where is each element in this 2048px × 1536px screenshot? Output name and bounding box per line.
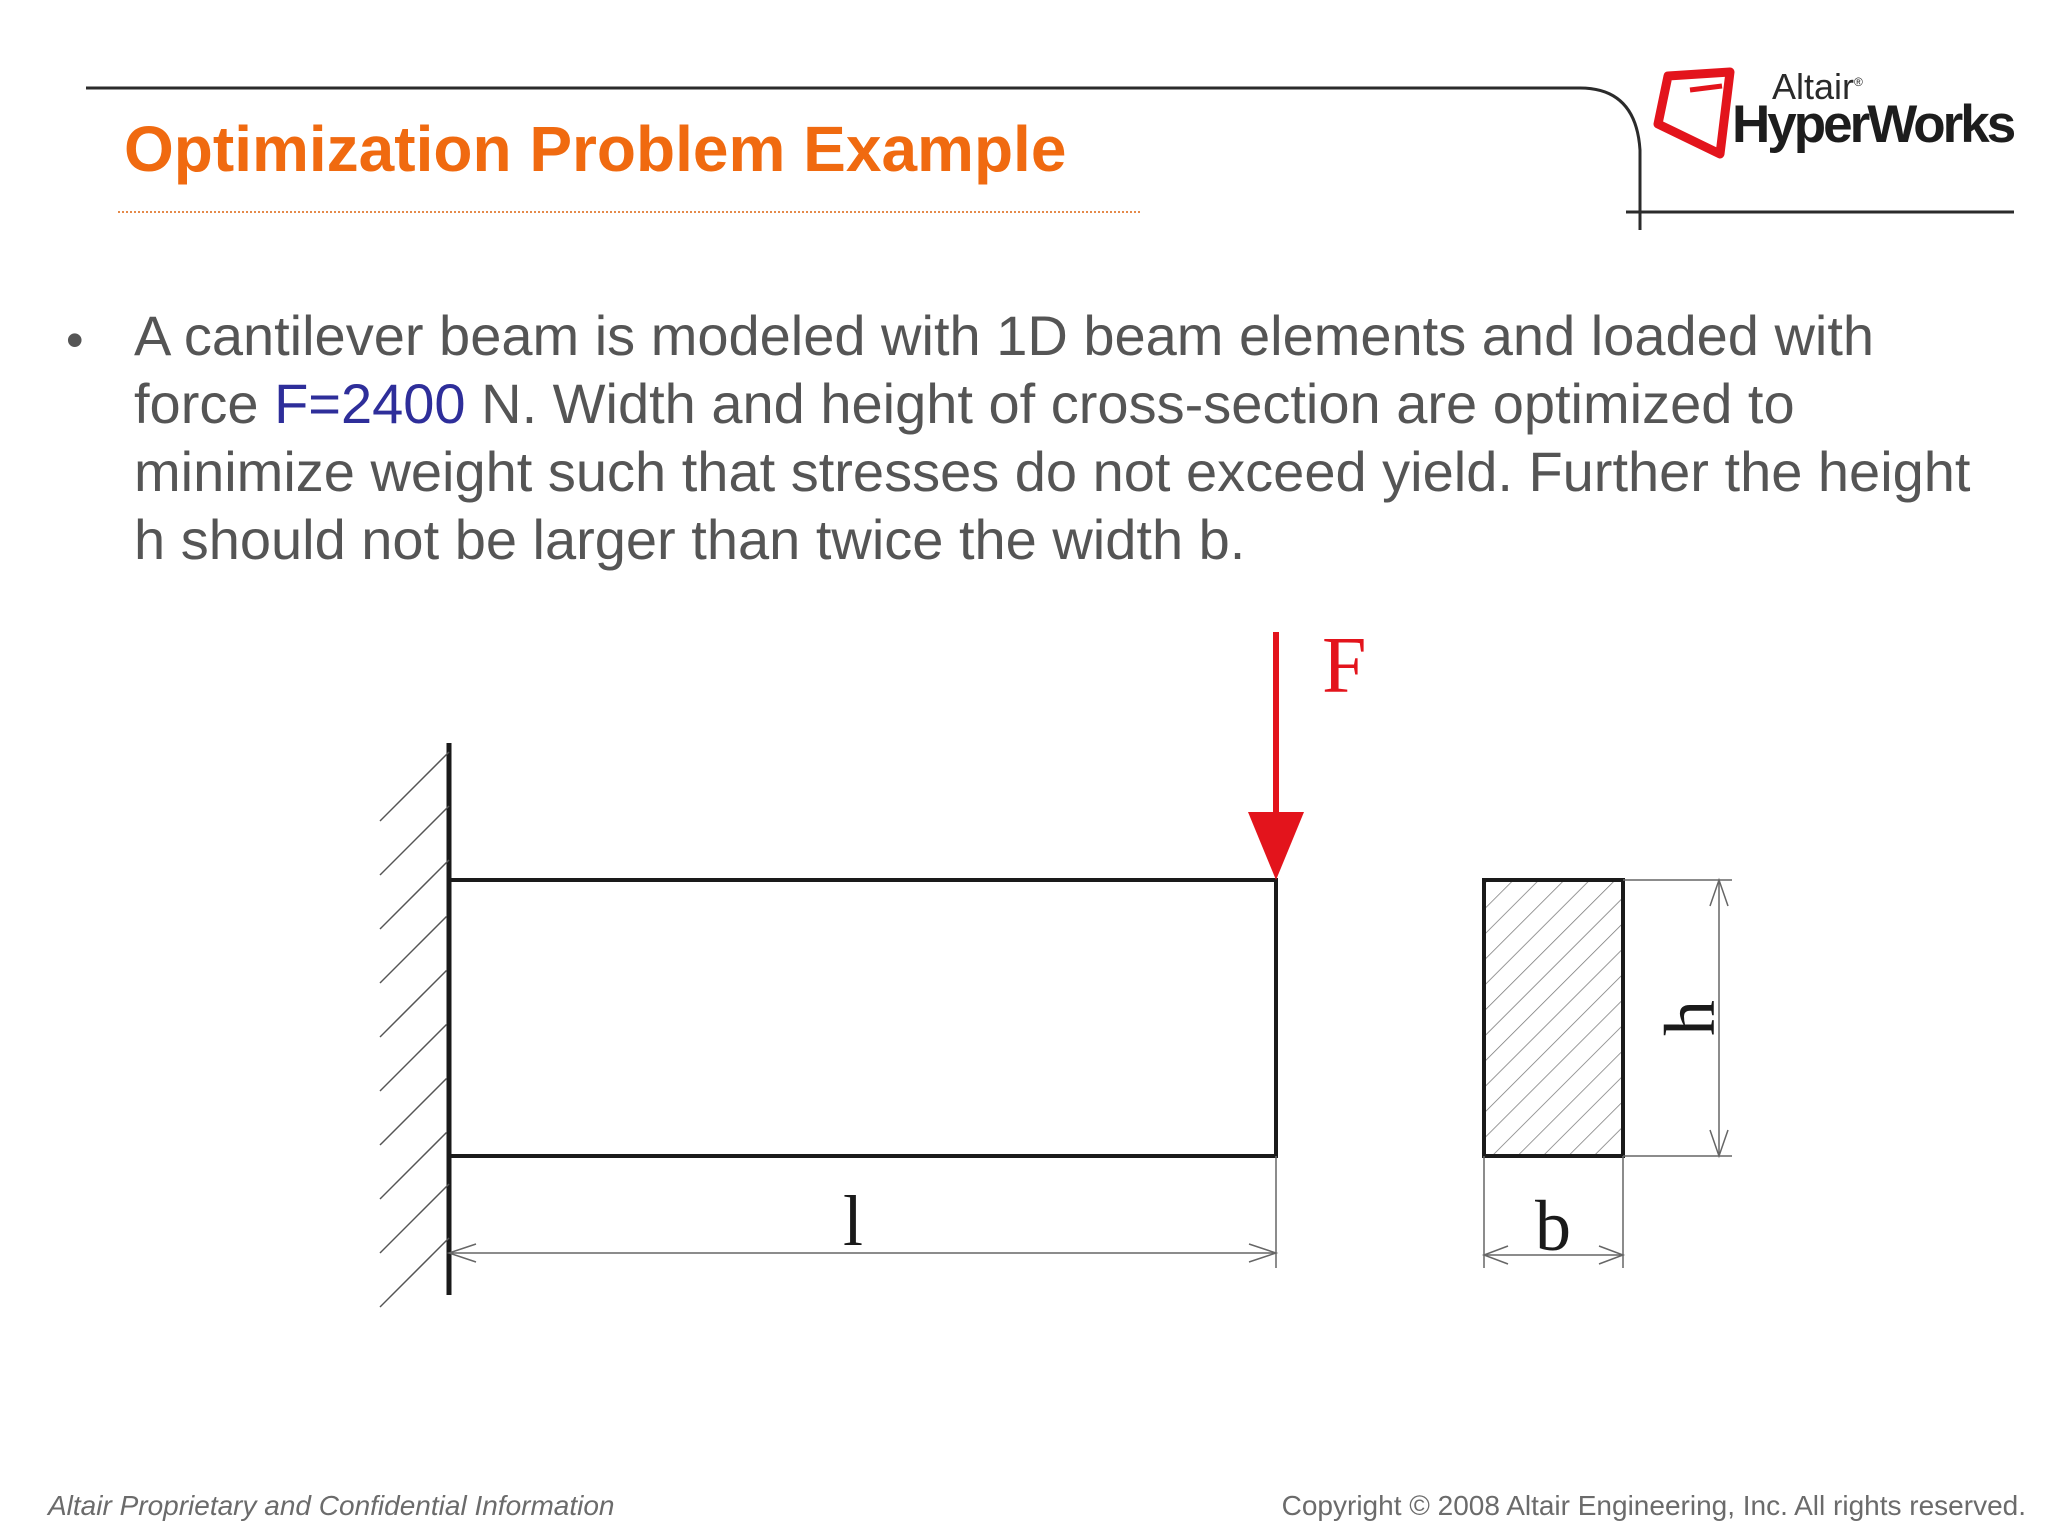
logo-brand-large: HyperWorks [1732,95,2014,154]
height-label: h [1650,1000,1730,1036]
bullet-text: A cantilever beam is modeled with 1D beam elements and loaded with force F=2400 N. Width and height of cross-section are optimized to minimize weight such that stresses do not exceed yield. Further the height h should not be larger than twice the width b. [134,304,1971,571]
footer-copyright: Copyright © 2008 Altair Engineering, Inc. All rights reserved. [1281,1490,2026,1521]
fixed-support-wall [380,743,449,1307]
footer-confidential: Altair Proprietary and Confidential Information [48,1490,615,1521]
bullet-dot-icon: • [66,312,84,368]
beam-rectangle [449,880,1276,1156]
width-label: b [1535,1186,1571,1266]
length-label: l [842,1181,864,1261]
force-value-highlight: F=2400 [274,372,466,435]
page-title: Optimization Problem Example [124,113,1067,185]
logo-brand-small: Altair® [1772,66,1863,107]
cross-section-hatched [1484,880,1623,1156]
force-label: F [1322,622,1367,710]
force-arrow [1248,632,1304,880]
